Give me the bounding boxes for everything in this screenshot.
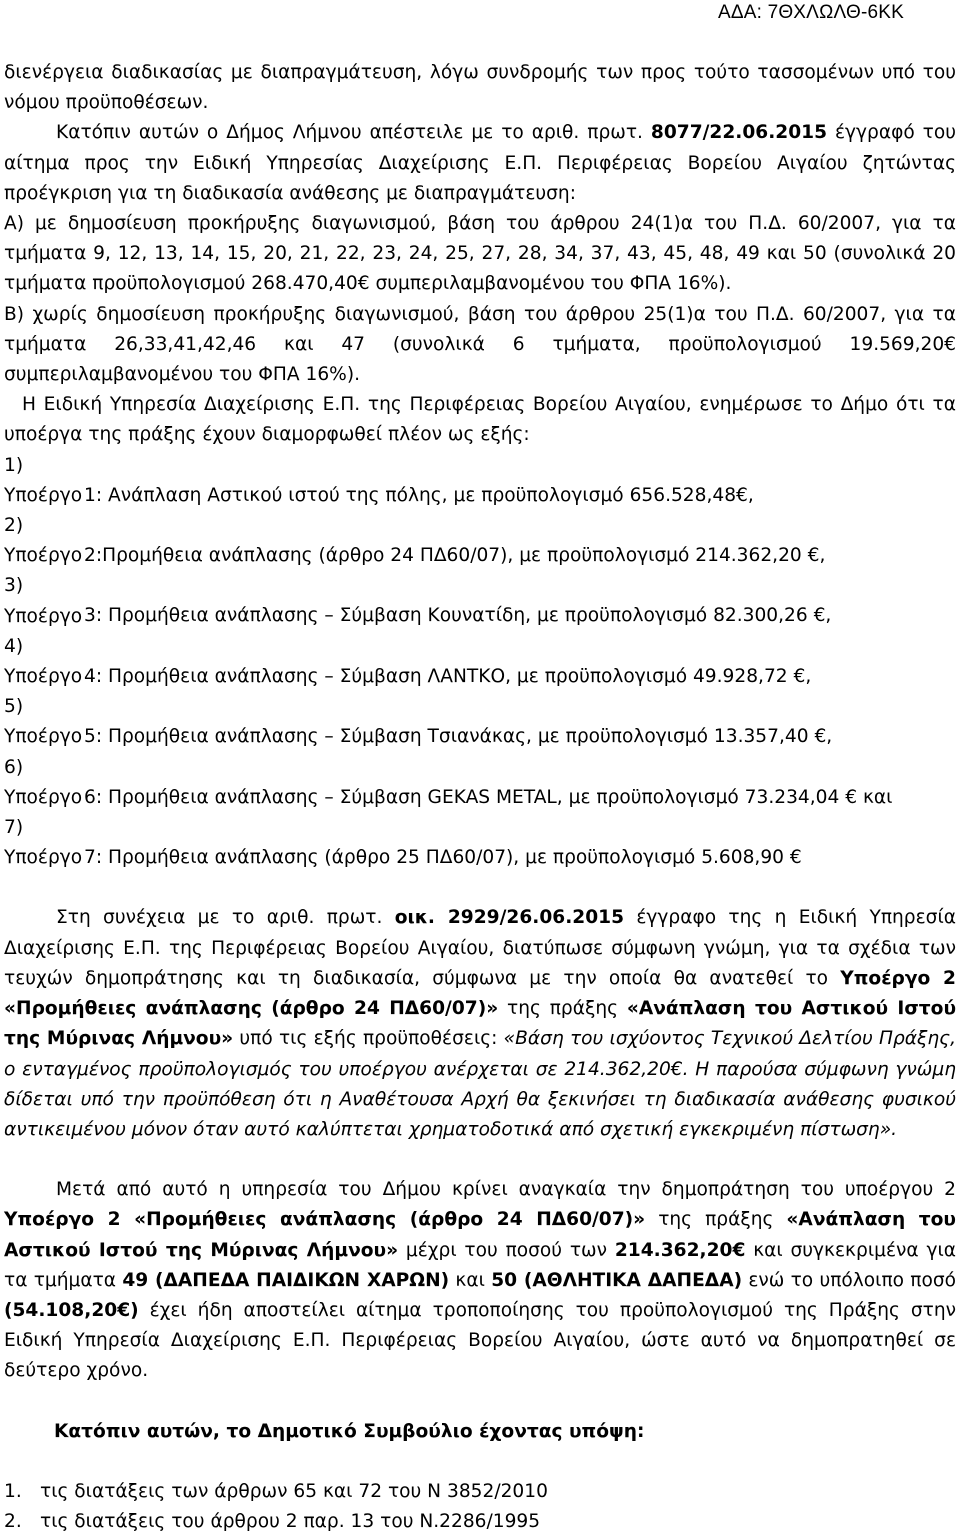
- paragraph-option-b: Β) χωρίς δημοσίευση προκήρυξης διαγωνισμού, βάση του άρθρου 25(1)α του Π.Δ. 60/2007, για τα τμήματα 26,33,41,42,46 και 47 (συνολικά 6 τμήματα, προϋπολογισμού 19.569,20€ συμπεριλαμβανομένου του ΦΠΑ 16%).: [4, 303, 956, 386]
- list-item: 4) Υποέργο4: Προμήθεια ανάπλασης – Σύμβαση ΛΑΝΤΚΟ, με προϋπολογισμό 49.928,72 €,: [4, 635, 812, 688]
- paragraph-update: Η Ειδική Υπηρεσία Διαχείρισης Ε.Π. της Περιφέρειας Βορείου Αιγαίου, ενημέρωσε το Δήμο ότι τα υποέργα της πράξης έχουν διαμορφωθεί πλέον ως εξής:: [4, 394, 956, 446]
- subproject-list: [4, 451, 956, 874]
- spacer: [4, 873, 956, 903]
- paragraph-request: Κατόπιν αυτών ο Δήμος Λήμνου απέστειλε με το αριθ. πρωτ. 8077/22.06.2015 έγγραφό του αίτημα προς την Ειδική Υπηρεσίας Διαχείρισης Ε.Π. Περιφέρειας Βορείου Αιγαίου ζητώντας προέγκριση για τη διαδικασία ανάθεσης με διαπραγμάτευση:: [4, 122, 956, 204]
- list-item: 1) Υποέργο1: Ανάπλαση Αστικού ιστού της πόλης, με προϋπολογισμό 656.528,48€,: [4, 454, 754, 506]
- spacer: [4, 1387, 956, 1417]
- paragraph-option-a: Α) με δημοσίευση προκήρυξης διαγωνισμού, βάση του άρθρου 24(1)α του Π.Δ. 60/2007, για τα τμήματα 9, 12, 13, 14, 15, 20, 21, 22, 23, 24, 25, 27, 28, 34, 37, 43, 45, 48, 49 και 50 (συνολικά 20 τμήματα προϋπολογισμού 268.470,40€ συμπεριλαμβανομένου του ΦΠΑ 16%).: [4, 213, 956, 295]
- list-item: 1. τις διατάξεις των άρθρων 65 και 72 του Ν 3852/2010: [4, 1480, 548, 1502]
- ada-code: ΑΔΑ: 7ΘΧΛΩΛΘ-6ΚΚ: [717, 2, 904, 23]
- quoted-condition: «Βάση του ισχύοντος Τεχνικού Δελτίου Πράξης, ο ενταγμένος προϋπολογισμός του υποέργου ανέρχεται σε 214.362,20€. Η παρούσα σύμφωνη γνώμη δίδεται υπό την προϋπόθεση ότι η Αναθέτουσα Αρχή θα ξεκινήσει τη διαδικασία ανάθεσης φυσικού αντικειμένου μόνον όταν αυτό καλύπτεται χρηματοδοτικά από σχετική εγκεκριμένη πίστωση».: [4, 1028, 956, 1140]
- protocol-number: 8077/22.06.2015: [650, 122, 828, 144]
- spacer: [4, 1447, 956, 1477]
- paragraph-approval: Στη συνέχεια με το αριθ. πρωτ. οικ. 2929/26.06.2015 έγγραφο της η Ειδική Υπηρεσία Διαχείρισης Ε.Π. της Περιφέρειας Βορείου Αιγαίου, διατύπωσε σύμφωνη γνώμη, για τα σχέδια των τευχών δημοπράτησης και τη διαδικασία, σύμφωνα με την οποία θα ανατεθεί το Υποέργο 2 «Προμήθειες ανάπλασης (άρθρο 24 ΠΔ60/07)» της πράξης «Ανάπλαση του Αστικού Ιστού της Μύρινας Λήμνου» υπό τις εξής προϋποθέσεις: «Βάση του ισχύοντος Τεχνικού Δελτίου Πράξης, ο ενταγμένος προϋπολογισμός του υποέργου ανέρχεται σε 214.362,20€. Η παρούσα σύμφωνη γνώμη δίδεται υπό την προϋπόθεση ότι η Αναθέτουσα Αρχή θα ξεκινήσει τη διαδικασία ανάθεσης φυσικού αντικειμένου μόνον όταν αυτό καλύπτεται χρηματοδοτικά από σχετική εγκεκριμένη πίστωση».: [4, 907, 957, 1140]
- spacer: [4, 1145, 956, 1175]
- list-item: 2) Υποέργο2:Προμήθεια ανάπλασης (άρθρο 24 ΠΔ60/07), με προϋπολογισμό 214.362,20 €,: [4, 515, 826, 567]
- paragraph-intro: διενέργεια διαδικασίας με διαπραγμάτευση, λόγω συνδρομής των προς τούτο τασσομένων υπό του νόμου προϋποθέσεων.: [4, 62, 956, 114]
- list-item: 3) Υποέργο3: Προμήθεια ανάπλασης – Σύμβαση Κουνατίδη, με προϋπολογισμό 82.300,26 €,: [4, 575, 832, 627]
- list-item: 5) Υποέργο5: Προμήθεια ανάπλασης – Σύμβαση Τσιανάκας, με προϋπολογισμό 13.357,40 €,: [4, 696, 833, 748]
- list-item: 6) Υποέργο6: Προμήθεια ανάπλασης – Σύμβαση GEKAS METAL, με προϋπολογισμό 73.234,04 € και: [4, 756, 893, 808]
- document-body: [4, 58, 956, 1537]
- section-heading: Κατόπιν αυτών, το Δημοτικό Συμβούλιο έχοντας υπόψη:: [54, 1420, 645, 1442]
- list-item: 2. τις διατάξεις του άρθρου 2 παρ. 13 του Ν.2286/1995: [4, 1510, 541, 1532]
- list-item: 7) Υποέργο7: Προμήθεια ανάπλασης (άρθρο 25 ΠΔ60/07), με προϋπολογισμό 5.608,90 €: [4, 817, 802, 869]
- paragraph-decision-context: Μετά από αυτό η υπηρεσία του Δήμου κρίνει αναγκαία την δημοπράτηση του υποέργου 2 Υποέργο 2 «Προμήθειες ανάπλασης (άρθρο 24 ΠΔ60/07)» της πράξης «Ανάπλαση του Αστικού Ιστού της Μύρινας Λήμνου» μέχρι του ποσού των 214.362,20€ και συγκεκριμένα για τα τμήματα 49 (ΔΑΠΕΔΑ ΠΑΙΔΙΚΩΝ ΧΑΡΩΝ) και 50 (ΑΘΛΗΤΙΚΑ ΔΑΠΕΔΑ) ενώ το υπόλοιπο ποσό (54.108,20€) έχει ήδη αποστείλει αίτημα τροποποίησης του προϋπολογισμού της Πράξης στην Ειδική Υπηρεσία Διαχείρισης Ε.Π. Περιφέρειας Βορείου Αιγαίου, ώστε αυτό να δημοπρατηθεί σε δεύτερο χρόνο.: [4, 1179, 957, 1382]
